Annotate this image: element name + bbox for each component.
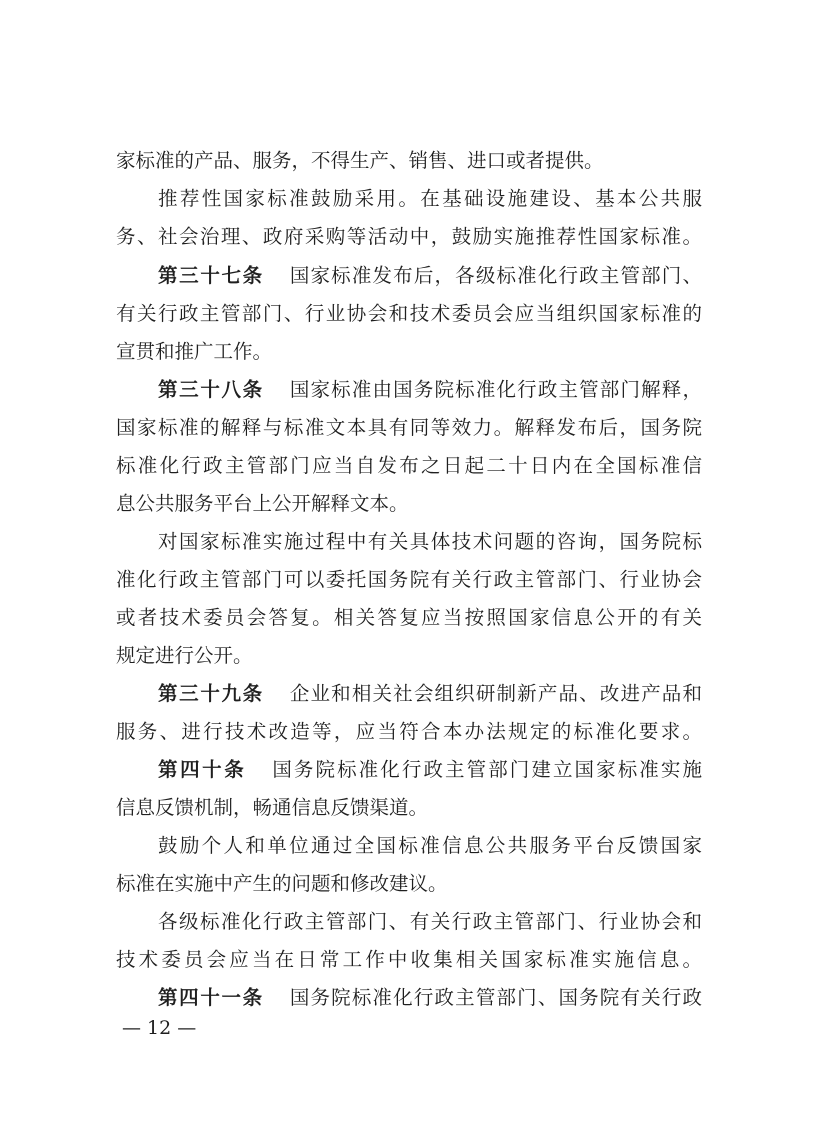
text-line: 技术委员会应当在日常工作中收集相关国家标准实施信息。: [116, 948, 702, 971]
text-line: 规定进行公开。: [116, 644, 253, 667]
paragraph-first-line: 鼓励个人和单位通过全国标准信息公共服务平台反馈国家: [158, 834, 702, 857]
text-line: 务、社会治理、政府采购等活动中，鼓励实施推荐性国家标准。: [116, 225, 702, 248]
text-line: 宣贯和推广工作。: [116, 340, 273, 363]
text-line: 服务、进行技术改造等，应当符合本办法规定的标准化要求。: [116, 720, 702, 743]
article-38-line: 第三十八条 国家标准由国务院标准化行政主管部门解释，: [158, 378, 702, 401]
paragraph-first-line: 对国家标准实施过程中有关具体技术问题的咨询，国务院标: [158, 530, 702, 553]
text-line: 标准在实施中产生的问题和修改建议。: [116, 872, 448, 895]
article-number: 第三十九条: [158, 682, 264, 705]
text-line: 国家标准的解释与标准文本具有同等效力。解释发布后，国务院: [116, 416, 702, 439]
paragraph-first-line: 各级标准化行政主管部门、有关行政主管部门、行业协会和: [158, 910, 702, 933]
text-line: 标准化行政主管部门应当自发布之日起二十日内在全国标准信: [116, 454, 702, 477]
article-number: 第三十七条: [158, 264, 264, 287]
paragraph-first-line: 推荐性国家标准鼓励采用。在基础设施建设、基本公共服: [158, 187, 702, 210]
page-number: — 12 —: [122, 1017, 197, 1039]
article-41-line: 第四十一条 国务院标准化行政主管部门、国务院有关行政: [158, 986, 702, 1009]
article-40-line: 第四十条 国务院标准化行政主管部门建立国家标准实施: [158, 758, 702, 781]
article-39-line: 第三十九条 企业和相关社会组织研制新产品、改进产品和: [158, 682, 702, 705]
article-number: 第四十一条: [158, 986, 264, 1009]
text-line: 有关行政主管部门、行业协会和技术委员会应当组织国家标准的: [116, 302, 702, 325]
text-line: 准化行政主管部门可以委托国务院有关行政主管部门、行业协会: [116, 568, 702, 591]
text-line: 息公共服务平台上公开解释文本。: [116, 492, 409, 515]
article-37-line: 第三十七条 国家标准发布后，各级标准化行政主管部门、: [158, 264, 702, 287]
article-number: 第三十八条: [158, 378, 264, 401]
text-line: 家标准的产品、服务，不得生产、销售、进口或者提供。: [116, 149, 604, 172]
article-number: 第四十条: [158, 758, 247, 781]
text-line: 或者技术委员会答复。相关答复应当按照国家信息公开的有关: [116, 606, 702, 629]
text-line: 信息反馈机制，畅通信息反馈渠道。: [116, 796, 429, 819]
